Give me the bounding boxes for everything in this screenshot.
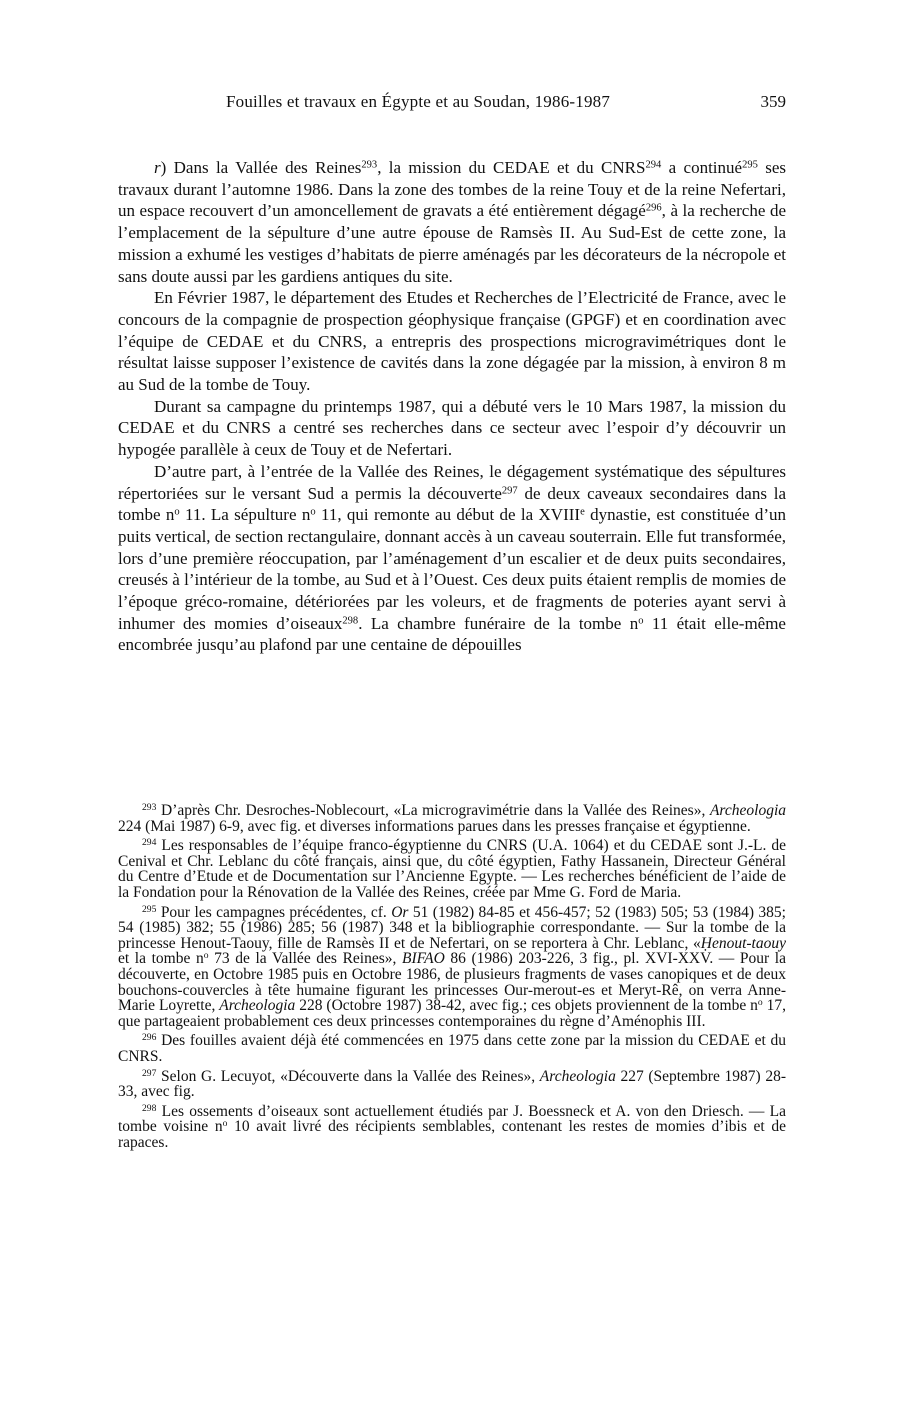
text-run: 224 (Mai 1987) 6-9, avec fig. et diverses informations parues dans les presses française et égyptienne.: [118, 817, 751, 835]
superscript-reference: 296: [142, 1032, 157, 1044]
superscript-reference: 294: [142, 837, 157, 849]
text-run: 11 était elle-même encombrée jusqu’au plafond par une centaine de dépouilles: [118, 613, 786, 655]
text-run: 17, que partageaient probablement ces deux princesses contemporaines du règne d’Aménophis III.: [118, 997, 786, 1030]
text-run: Les responsables de l’équipe franco-égyptienne du CNRS (U.A. 1064) et du CEDAE sont J.-L. de Cenival et Chr. Leblanc du côté français, ainsi que, du côté égyptien, Fathy Hassanein, Directeur Général du Centre d’Etude et de Documentation sur l’Ancienne Egypte. — Les recherches bénéficient de l’aide de la Fondation pour la Rénovation de la Vallée des Reines, créée par Mme G. Ford de Maria.: [118, 837, 786, 901]
footnote-295: [118, 905, 786, 1030]
text-run: Pour les campagnes précédentes, cf.: [156, 903, 392, 921]
text-run: ) Dans la Vallée des Reines: [160, 158, 362, 177]
text-run: ses travaux durant l’automne 1986. Dans la zone des tombes de la reine Touy et de la reine Nefertari, un espace recouvert d’un amoncellement de gravats a été entièrement dégagé: [118, 158, 787, 221]
page-number: 359: [760, 92, 786, 111]
footnote-296: [118, 1033, 786, 1064]
running-head: [118, 92, 786, 116]
text-run: dynastie, est constituée d’un puits vertical, de section rectangulaire, donnant accès à un caveau souterrain. Elle fut transformée, lors d’une première réoccupation, par l’aménagement d’un escalier et de deux puits secondaires, creusés à l’intérieur de la tombe, au Sud et à l’Ouest. Ces deux puits étaient remplis de momies de l’époque gréco-romaine, détériorées par les voleurs, et de fragments de poteries ayant servi à inhumer des momies d’oiseaux: [118, 505, 786, 633]
text-run: de deux caveaux secondaires dans la tombe n: [118, 483, 787, 525]
italic-text: Or: [391, 903, 409, 921]
paragraph-tomb-11: [118, 461, 786, 656]
text-run: et la tombe n: [118, 950, 204, 968]
text-run: 51 (1982) 84-85 et 456-457; 52 (1983) 505; 53 (1984) 385; 54 (1985) 382; 55 (1986) 285; 56 (1987) 348 et la bibliographie correspondante. — Sur la tombe de la princesse Henout-Taouy, fille de Ramsès II et de Nefertari, on se reportera à Chr. Leblanc, «: [118, 903, 786, 952]
text-run: 86 (1986) 203-226, 3 fig., pl. XVI-XXV. — Pour la découverte, en Octobre 1985 puis en Octobre 1986, de plusieurs fragments de vases canopiques et de deux bouchons-couvercles à tête humaine figurant les princesses Our-merout-es et Meryt-Rê, on verra Anne-Marie Loyrette,: [118, 950, 786, 1015]
text-run: 73 de la Vallée des Reines»,: [208, 950, 402, 968]
text-run: , la mission du CEDAE et du CNRS: [377, 158, 646, 177]
superscript-reference: 298: [342, 615, 359, 627]
text-run: 227 (Septembre 1987) 28-33, avec fig.: [118, 1067, 786, 1101]
superscript-reference: e: [580, 506, 585, 518]
superscript-reference: 295: [142, 903, 157, 915]
text-run: 11. La sépulture n: [179, 505, 311, 525]
text-run: Des fouilles avaient déjà été commencées en 1975 dans cette zone par la mission du CEDAE et du CNRS.: [118, 1032, 786, 1065]
text-run: a continué: [661, 158, 743, 177]
text-run: D’après Chr. Desroches-Noblecourt, «La microgravimétrie dans la Vallée des Reines»,: [156, 802, 710, 819]
superscript-reference: 298: [142, 1102, 157, 1114]
footnotes: [118, 803, 786, 1154]
text-run: D’autre part, à l’entrée de la Vallée des Reines, le dégagement systématique des sépultures répertoriées sur le versant Sud a permis la découverte: [118, 461, 786, 503]
superscript-reference: o: [638, 615, 644, 627]
superscript-reference: o: [222, 1118, 228, 1130]
superscript-reference: 297: [501, 485, 518, 497]
italic-text: r: [154, 158, 161, 177]
superscript-reference: 295: [742, 159, 758, 171]
superscript-reference: o: [203, 950, 209, 962]
text-run: Selon G. Lecuyot, «Découverte dans la Vallée des Reines»,: [156, 1067, 540, 1085]
superscript-reference: 293: [142, 802, 157, 814]
running-title: Fouilles et travaux en Égypte et au Soudan, 1986-1987: [226, 92, 611, 111]
paragraph-spring-campaign: [118, 396, 786, 461]
text-run: Durant sa campagne du printemps 1987, qui a débuté vers le 10 Mars 1987, la mission du CEDAE et du CNRS a centré ses recherches dans ce secteur avec l’espoir d’y découvrir un hypogée parallèle à ceux de Touy et de Nefertari.: [118, 396, 786, 460]
superscript-reference: 296: [645, 203, 662, 215]
italic-text: BIFAO: [402, 950, 445, 968]
paragraph-microgravimetry: [118, 287, 786, 396]
superscript-reference: 294: [645, 159, 662, 171]
footnote-294: [118, 838, 786, 900]
italic-text: Ḥenout-taouy: [700, 934, 786, 952]
superscript-reference: o: [757, 997, 763, 1009]
italic-text: Archeologia: [219, 997, 296, 1015]
text-run: 10 avait livré des récipients semblables, contenant les restes de momies d’ibis et de rapaces.: [118, 1118, 786, 1151]
superscript-reference: 297: [142, 1067, 157, 1079]
superscript-reference: o: [310, 506, 316, 518]
main-text: [118, 157, 786, 656]
footnote-293: [118, 803, 786, 834]
footnote-298: [118, 1104, 786, 1151]
italic-text: Archeologia: [709, 802, 786, 819]
italic-text: Archeologia: [539, 1067, 616, 1085]
text-run: 228 (Octobre 1987) 38-42, avec fig.; ces objets proviennent de la tombe n: [295, 997, 758, 1015]
paragraph-valley-of-queens: [118, 157, 786, 287]
text-run: 11, qui remonte au début de la XVIII: [315, 505, 581, 525]
superscript-reference: 293: [361, 159, 378, 171]
text-run: En Février 1987, le département des Etudes et Recherches de l’Electricité de France, avec le concours de la compagnie de prospection géophysique française (GPGF) et en coordination avec l’équipe de CEDAE et du CNRS, a entrepris des prospections microgravimétriques dont le résultat laisse supposer l’existence de cavités dans la zone dégagée par la mission, à environ 8 m au Sud de la tombe de Touy.: [118, 288, 786, 395]
text-run: . La chambre funéraire de la tombe n: [358, 613, 639, 633]
text-run: Les ossements d’oiseaux sont actuellement étudiés par J. Boessneck et A. von den Driesch. — La tombe voisine n: [118, 1102, 786, 1136]
superscript-reference: o: [174, 506, 180, 518]
text-run: , à la recherche de l’emplacement de la sépulture d’une autre épouse de Ramsès II. Au Sud-Est de cette zone, la mission a exhumé les vestiges d’habitats de pierre aménagés par les décorateurs de la nécropole et sans doute aussi par les gardiens antiques du site.: [118, 201, 786, 286]
footnote-297: [118, 1069, 786, 1100]
